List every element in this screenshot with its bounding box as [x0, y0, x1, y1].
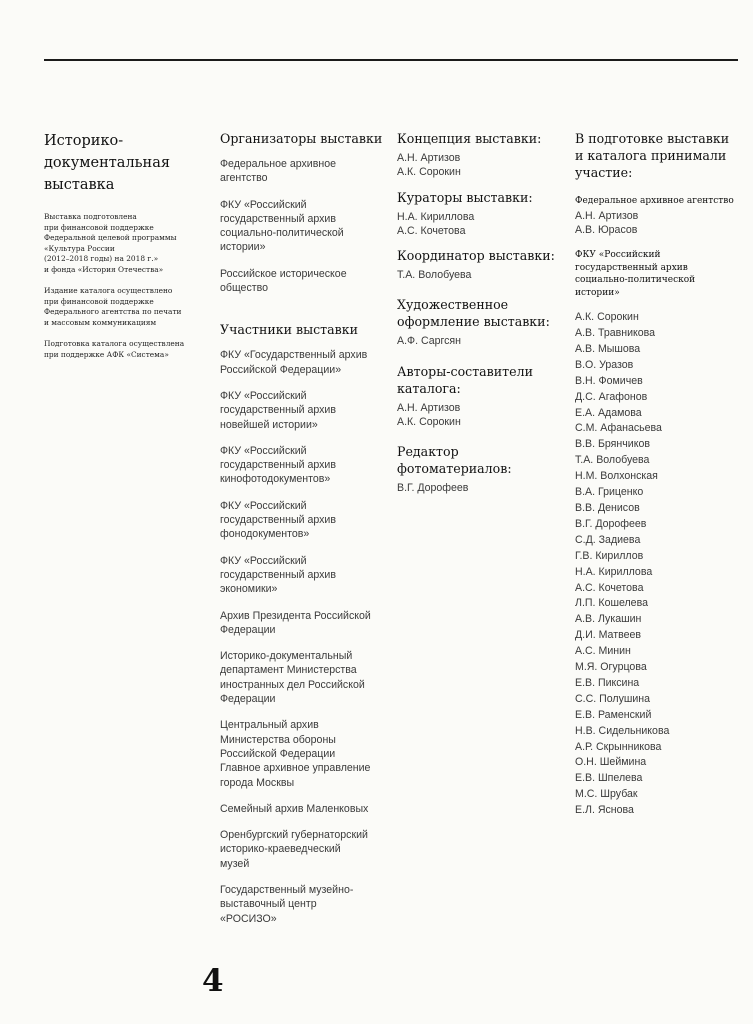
design-heading: Художественное оформление выставки:	[397, 297, 550, 330]
contributor-name: А.С. Минин	[575, 645, 631, 658]
organizer-item: Федеральное архивное агентство	[220, 158, 336, 185]
organizers-heading: Организаторы выставки	[220, 131, 383, 146]
contributor-name: Д.И. Матвеев	[575, 629, 641, 642]
participant-item: ФКУ «Российский государственный архив кинофотодокументов»	[220, 444, 336, 486]
contributor-name: А.Н. Артизов	[575, 209, 639, 222]
photo-editor-heading: Редактор фотоматериалов:	[397, 444, 512, 477]
contributor-name: А.В. Мышова	[575, 342, 641, 355]
contributor-name: А.В. Юрасов	[575, 223, 638, 236]
catalog-note	[44, 339, 202, 360]
contributor-name: А.К. Сорокин	[575, 311, 639, 324]
contributor-name: В.В. Брянчиков	[575, 438, 650, 451]
participant-item: Историко-документальный департамент Министерства иностранных дел Российской Федерации	[220, 650, 365, 706]
contributor-name: С.С. Полушина	[575, 692, 651, 705]
contributor-name: Н.М. Волхонская	[575, 470, 658, 483]
note-text: Издание каталога осуществлено при финансовой поддержке Федерального агентства по печати и массовым коммуникациям	[44, 286, 182, 327]
credit-name: А.Н. Артизов	[397, 401, 461, 414]
participant-item: Оренбургский губернаторский историко-краеведческий музей	[220, 829, 368, 870]
credit-name: А.К. Сорокин	[397, 416, 461, 429]
page-number: 4	[202, 963, 224, 999]
contributor-name: Е.В. Пиксина	[575, 676, 640, 689]
contributor-name: Л.П. Кошелева	[575, 597, 648, 610]
group-title: ФКУ «Российский государственный архив социально-политической истории»	[575, 250, 696, 298]
contributor-name: Т.А. Волобуева	[575, 454, 650, 467]
contributor-name: М.С. Шрубак	[575, 788, 638, 801]
contributor-name: Е.А. Адамова	[575, 406, 642, 419]
contributor-name: В.Г. Дорофеев	[575, 517, 647, 530]
column-title	[44, 130, 202, 360]
contributor-name: С.М. Афанасьева	[575, 422, 662, 435]
top-rule	[44, 59, 738, 61]
credit-name: А.Ф. Саргсян	[397, 335, 462, 348]
contributor-name: В.Н. Фомичев	[575, 374, 643, 387]
contributor-name: В.А. Гриценко	[575, 486, 644, 499]
credit-name: Т.А. Волобуева	[397, 269, 472, 282]
contributor-name: Е.В. Раменский	[575, 708, 652, 721]
participant-item: ФКУ «Российский государственный архив фонодокументов»	[220, 499, 336, 541]
credit-name: А.Н. Артизов	[397, 152, 461, 164]
note-text: Выставка подготовлена при финансовой поддержке Федеральной целевой программы «Культура России (2012–2018 годы) на 2018 г.» и фонда «История Отечества»	[44, 212, 177, 274]
participant-item: Государственный музейно- выставочный центр «РОСИЗО»	[220, 883, 354, 925]
credit-name: Н.А. Кириллова	[397, 210, 475, 223]
participant-item: Центральный архив Министерства обороны Российской Федерации Главное архивное управление города Москвы	[220, 719, 371, 789]
contributor-name: М.Я. Огурцова	[575, 661, 647, 674]
participant-item: Семейный архив Маленковых	[220, 802, 369, 815]
curators-heading: Кураторы выставки:	[397, 189, 533, 205]
column-organizers	[220, 130, 390, 926]
contributor-name: Е.Л. Яснова	[575, 804, 634, 817]
coordinator-heading: Координатор выставки:	[397, 248, 555, 264]
contributor-name: О.Н. Шеймина	[575, 756, 647, 769]
credit-name: В.Г. Дорофеев	[397, 482, 469, 495]
group-title: Федеральное архивное агентство	[575, 196, 734, 206]
authors-heading: Авторы-составители каталога:	[397, 363, 533, 396]
publishing-note	[44, 286, 202, 328]
note-text: Подготовка каталога осуществлена при поддержке АФК «Система»	[44, 339, 185, 359]
contributors-heading: В подготовке выставки и каталога принимали участие:	[575, 131, 730, 180]
participants-heading: Участники выставки	[220, 322, 359, 338]
organizer-item: ФКУ «Российский государственный архив социально-политической истории»	[220, 198, 344, 254]
contributor-name: Г.В. Кириллов	[575, 549, 644, 562]
credit-name: А.С. Кочетова	[397, 224, 466, 237]
concept-heading: Концепция выставки:	[397, 131, 542, 146]
contributor-name: С.Д. Задиева	[575, 533, 641, 546]
column-credits	[397, 130, 562, 496]
contributor-name: А.В. Травникова	[575, 327, 656, 339]
contributor-name: Д.С. Агафонов	[575, 390, 648, 403]
organizer-item: Российское историческое общество	[220, 267, 347, 295]
contributor-name: Е.В. Шпелева	[575, 772, 643, 785]
participant-item: ФКУ «Российский государственный архив экономики»	[220, 554, 336, 596]
contributor-name: В.О. Уразов	[575, 358, 634, 371]
contributor-name: В.В. Денисов	[575, 501, 640, 514]
contributor-name: Н.А. Кириллова	[575, 565, 653, 578]
participant-item: Архив Президента Российской Федерации	[220, 609, 371, 636]
column-contributors	[575, 130, 745, 819]
exhibition-title: Историко- документальная выставка	[44, 133, 171, 193]
contributor-list	[575, 310, 745, 819]
contributor-name: А.Р. Скрынникова	[575, 740, 662, 753]
participant-item: ФКУ «Государственный архив Российской Федерации»	[220, 349, 368, 376]
contributor-name: Н.В. Сидельникова	[575, 724, 670, 737]
contributor-name: А.В. Лукашин	[575, 613, 642, 626]
credit-name: А.К. Сорокин	[397, 166, 461, 179]
participant-item: ФКУ «Российский государственный архив новейшей истории»	[220, 389, 336, 431]
funding-note	[44, 212, 202, 275]
contributor-name: А.С. Кочетова	[575, 581, 644, 594]
